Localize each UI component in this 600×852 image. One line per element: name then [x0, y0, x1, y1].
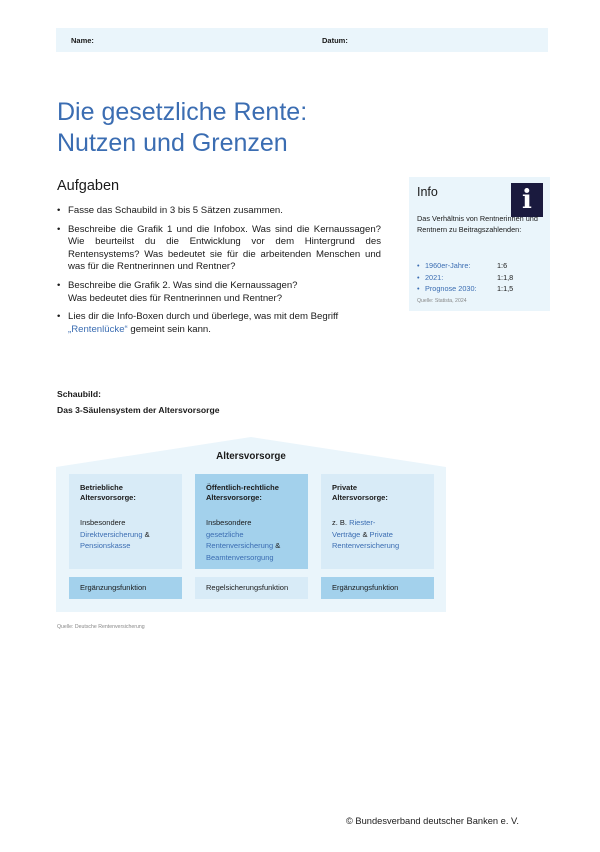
pillar-title: [206, 483, 306, 503]
pillar-body: [80, 517, 180, 552]
info-item-ratio: 1:1,5: [497, 284, 514, 293]
pillar-title: [80, 483, 180, 503]
pillar-private: [321, 474, 434, 569]
info-list: [417, 260, 547, 295]
diagram-source: Quelle: Deutsche Rentenversicherung: [57, 624, 145, 630]
task-text: Beschreibe die Grafik 1 und die Infobox. Was sind die Kernaussagen? Wie beurteilst du die Entwicklung vor dem Hintergrund des Rentensystems? Was bedeutet sie für die arbeitenden Menschen und was für die Rentnerinnen und Rentner?: [68, 223, 381, 273]
task-item: [56, 205, 381, 218]
pillar-diagram: [56, 432, 446, 612]
pillar-title-line: Betriebliche: [80, 483, 123, 492]
pillar-title: [332, 483, 432, 503]
gesetzliche-rv-link[interactable]: Rentenversicherung: [206, 541, 274, 550]
page-title-line2: Nutzen und Grenzen: [57, 129, 288, 157]
function-label-oeffentlich: [195, 577, 308, 599]
schaubild-title: Das 3-Säulensystem der Altersvorsorge: [57, 405, 220, 415]
pillar-betriebliche: [69, 474, 182, 569]
info-item-label: 2021:: [425, 272, 444, 282]
function-text: Ergänzungsfunktion: [80, 583, 147, 592]
pillar-title-line: Private: [332, 483, 358, 492]
gesetzliche-rv-link[interactable]: gesetzliche: [206, 529, 244, 539]
task-item: [56, 280, 381, 305]
function-text: Regelsicherungsfunktion: [206, 583, 289, 592]
pillar-connector: &: [360, 529, 370, 539]
pillar-intro: Insbesondere: [206, 518, 252, 527]
pillar-title-line: Altersvorsorge:: [80, 493, 136, 502]
info-item-label: Prognose 2030:: [425, 284, 477, 293]
function-label-private: [321, 577, 434, 599]
function-text: Ergänzungsfunktion: [332, 583, 399, 592]
pillar-body: [206, 517, 306, 563]
task-text: Was bedeutet dies für Rentnerinnen und Rentner?: [68, 292, 283, 304]
task-list: [56, 205, 381, 342]
task-text: gemeint sein kann.: [127, 323, 211, 335]
info-title: Info: [417, 185, 438, 199]
date-field-label: Datum:: [322, 36, 348, 45]
pillar-body: [332, 517, 432, 552]
diagram-title: Altersvorsorge: [216, 451, 286, 462]
page-title: [57, 97, 307, 159]
info-item-ratio: 1:6: [497, 261, 508, 270]
info-text: Das Verhältnis von Rentnerinnen und Rentnern zu Beitragszahlenden:: [417, 214, 538, 234]
riester-link[interactable]: Riester-: [349, 518, 376, 527]
info-item-ratio: 1:1,8: [497, 272, 514, 282]
pillar-intro: Insbesondere: [80, 518, 126, 527]
info-box: [409, 177, 550, 311]
private-rv-link[interactable]: Rentenversicherung: [332, 541, 400, 550]
info-item-label: 1960er-Jahre:: [425, 261, 471, 270]
task-item: [56, 311, 381, 336]
task-text: Beschreibe die Grafik 2. Was sind die Kernaussagen?: [68, 279, 298, 291]
direktversicherung-link[interactable]: Direktversicherung: [80, 529, 143, 539]
name-field-label: Name:: [71, 36, 94, 45]
pillar-title-line: Altersvorsorge:: [332, 493, 388, 502]
info-list-item: [417, 260, 547, 272]
info-icon: i: [511, 183, 543, 217]
tasks-heading: Aufgaben: [57, 178, 120, 194]
info-list-item: [417, 272, 547, 284]
private-rv-link[interactable]: Private: [369, 529, 393, 539]
copyright-notice: © Bundesverband deutscher Banken e. V.: [346, 816, 519, 826]
page-title-line1: Die gesetzliche Rente:: [57, 98, 308, 126]
pillar-connector: &: [273, 541, 281, 550]
function-label-betriebliche: [69, 577, 182, 599]
rentenluecke-link[interactable]: „Rentenlücke“: [68, 323, 128, 335]
header-bar: [56, 28, 548, 52]
pillar-oeffentlich: [195, 474, 308, 569]
beamtenversorgung-link[interactable]: Beamtenversorgung: [206, 552, 274, 562]
pensionskasse-link[interactable]: Pensionskasse: [80, 541, 131, 550]
pillar-title-line: Öffentlich-rechtliche: [206, 483, 279, 492]
pillar-connector: &: [142, 529, 150, 539]
task-item: [56, 224, 381, 274]
pillar-intro: z. B.: [332, 518, 350, 527]
info-source: Quelle: Statista, 2024: [417, 298, 467, 304]
schaubild-label: Schaubild:: [57, 389, 101, 399]
task-text: Lies dir die Info-Boxen durch und überlege, was mit dem Begriff: [68, 311, 339, 323]
pillar-title-line: Altersvorsorge:: [206, 493, 262, 502]
task-text: Fasse das Schaubild in 3 bis 5 Sätzen zusammen.: [68, 205, 283, 216]
riester-link[interactable]: Verträge: [332, 529, 361, 539]
info-list-item: [417, 283, 547, 295]
